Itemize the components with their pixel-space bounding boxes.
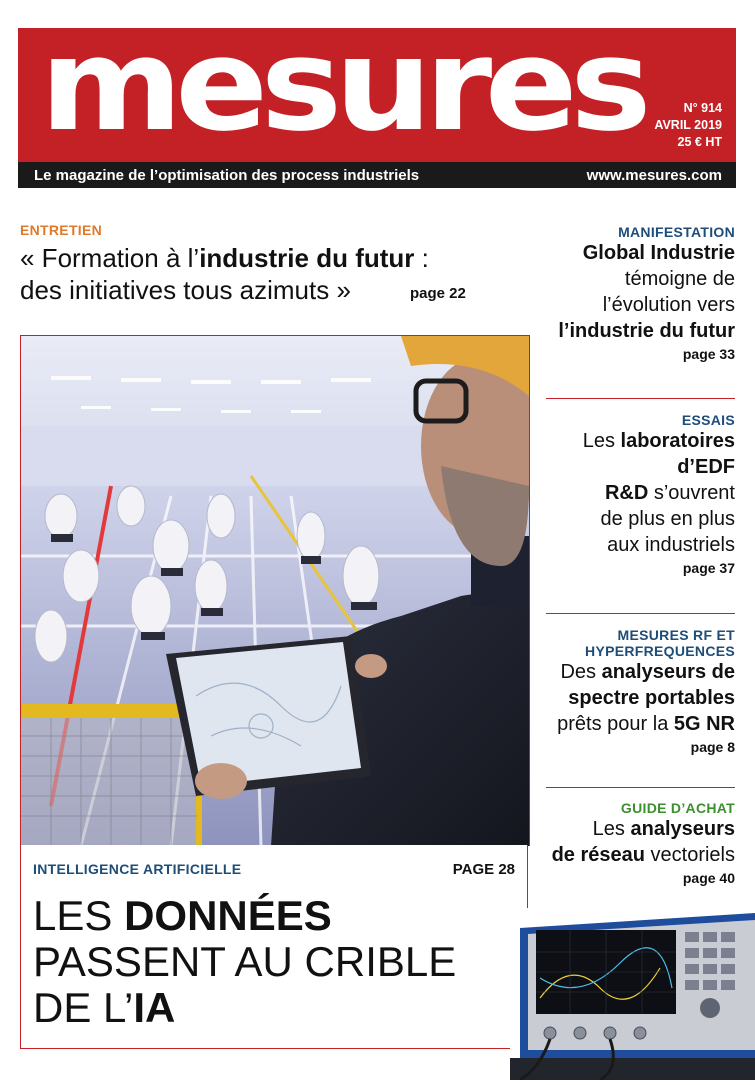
sidebar-title	[535, 240, 735, 344]
title-bold: 5G NR	[673, 713, 735, 735]
sidebar-kicker	[535, 627, 735, 659]
story-title-1a: LES	[33, 892, 125, 939]
interview-title-line2: des initiatives tous azimuts »	[20, 275, 351, 305]
title-text: aux industriels	[607, 534, 735, 556]
sidebar-kicker: MANIFESTATION	[618, 224, 735, 240]
issue-date: AVRIL 2019	[654, 118, 722, 132]
main-story-kicker: INTELLIGENCE ARTIFICIELLE	[33, 861, 242, 877]
story-title-2: PASSENT AU CRIBLE	[33, 938, 457, 985]
main-story-title	[33, 893, 523, 1031]
tagline-bar	[18, 162, 736, 188]
issue-number: N° 914	[683, 101, 722, 115]
website-link[interactable]: www.mesures.com	[586, 167, 722, 184]
title-text: vectoriels	[644, 844, 735, 866]
sidebar-divider	[546, 613, 735, 614]
interview-title-bold: industrie du futur	[199, 243, 415, 273]
sidebar-article-rf[interactable]	[535, 627, 735, 755]
title-text: témoigne de	[624, 268, 735, 290]
sidebar-page-ref: page 8	[690, 739, 735, 755]
interview-kicker: ENTRETIEN	[20, 222, 103, 238]
network-analyzer-image	[510, 908, 755, 1080]
cover-photo	[20, 335, 530, 846]
title-text: Les	[582, 430, 621, 452]
sidebar-divider	[546, 787, 735, 788]
sidebar-article-manifestation[interactable]	[535, 224, 735, 362]
main-story-page-ref: PAGE 28	[452, 861, 515, 878]
magazine-logo: mesures	[40, 11, 645, 160]
sidebar-divider	[546, 398, 735, 399]
sidebar-kicker: GUIDE D’ACHAT	[620, 800, 735, 816]
main-story[interactable]	[20, 845, 528, 1049]
sidebar-title	[535, 816, 735, 868]
sidebar-page-ref: page 40	[682, 870, 735, 886]
interview-page-ref: page 22	[410, 285, 466, 302]
sidebar-title	[535, 659, 735, 737]
title-bold: Global Industrie	[582, 242, 735, 264]
sidebar-title	[535, 428, 735, 558]
kicker-line: MESURES RF ET	[617, 627, 735, 643]
story-title-3a: DE L’	[33, 984, 134, 1031]
kicker-line: HYPERFREQUENCES	[585, 643, 735, 659]
title-text: Des	[560, 661, 602, 683]
title-text: l’évolution vers	[602, 294, 735, 316]
factory-illustration	[21, 336, 529, 846]
title-bold: spectre portables	[568, 687, 735, 709]
title-bold: d’EDF	[677, 456, 735, 478]
network-analyzer-illustration	[510, 908, 755, 1080]
sidebar-kicker: ESSAIS	[681, 412, 735, 428]
interview-headline[interactable]	[20, 242, 460, 306]
title-text: Les	[592, 818, 631, 840]
sidebar-page-ref: page 33	[682, 346, 735, 362]
issue-info	[654, 100, 722, 151]
title-text: s’ouvrent	[648, 482, 735, 504]
title-bold: analyseurs	[630, 818, 735, 840]
sidebar-article-essais[interactable]	[535, 412, 735, 576]
title-text: de plus en plus	[600, 508, 735, 530]
interview-title-part2: :	[414, 243, 429, 273]
title-bold: de réseau	[551, 844, 645, 866]
interview-title-part1: « Formation à l’	[20, 243, 200, 273]
story-title-1b: DONNÉES	[124, 892, 332, 939]
title-bold: l’industrie du futur	[558, 320, 735, 342]
title-bold: analyseurs de	[601, 661, 735, 683]
title-text: prêts pour la	[557, 713, 674, 735]
tagline: Le magazine de l’optimisation des process industriels	[34, 167, 420, 184]
story-title-3b: IA	[133, 984, 176, 1031]
masthead	[18, 11, 736, 162]
issue-price: 25 € HT	[677, 135, 722, 149]
sidebar-article-guide[interactable]	[535, 800, 735, 886]
title-bold: laboratoires	[620, 430, 735, 452]
sidebar-page-ref: page 37	[682, 560, 735, 576]
title-bold: R&D	[604, 482, 649, 504]
